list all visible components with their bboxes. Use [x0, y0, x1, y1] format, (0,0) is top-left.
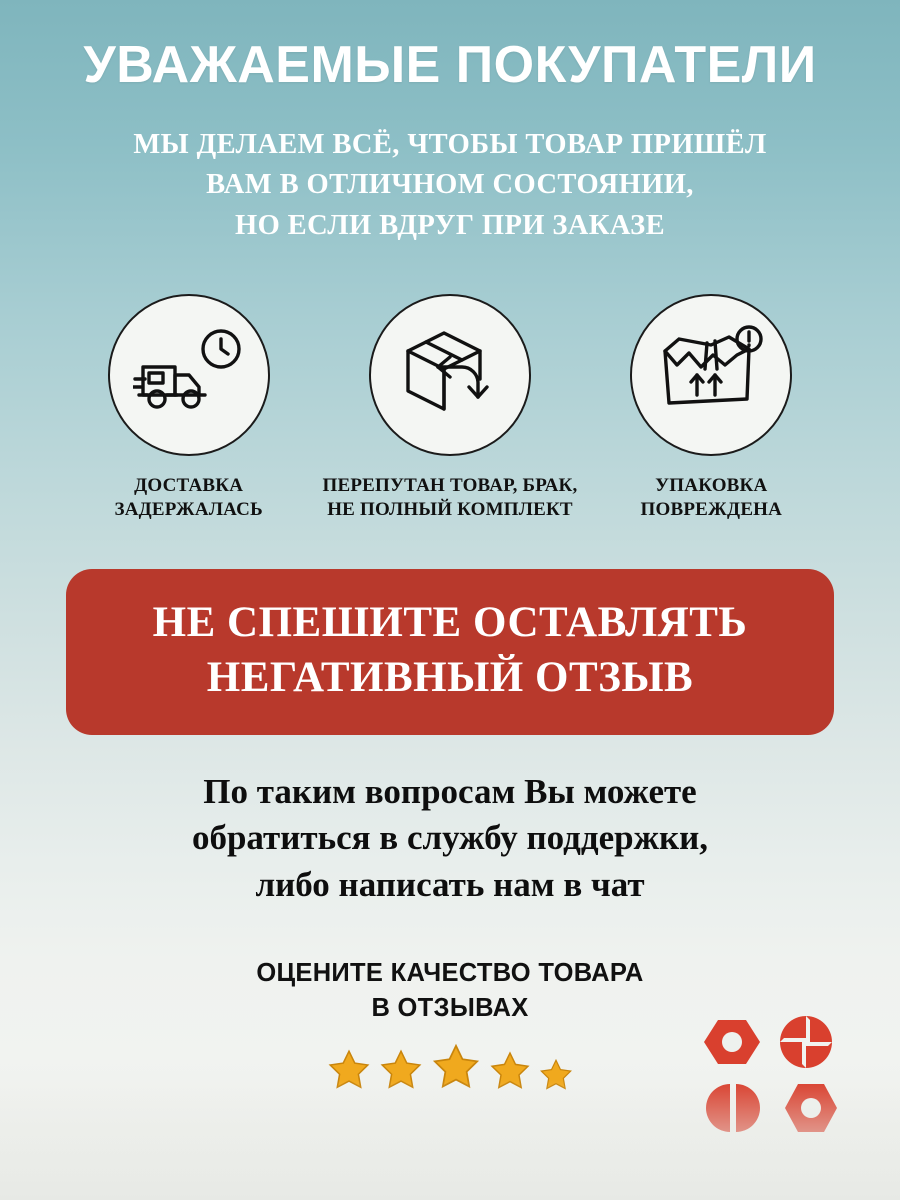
subtitle-block	[133, 125, 766, 246]
subtitle-line-1: МЫ ДЕЛАЕМ ВСЁ, ЧТОБЫ ТОВАР ПРИШЁЛ	[133, 128, 767, 160]
issues-row	[40, 294, 860, 523]
banner-line-1: НЕ СПЕШИТЕ ОСТАВЛЯТЬ	[152, 598, 748, 646]
issue-caption-line-2: ПОВРЕЖДЕНА	[640, 499, 783, 521]
issue-caption	[114, 474, 262, 523]
star-rating	[326, 1041, 574, 1098]
issue-item-damaged-package	[581, 294, 842, 523]
negative-review-banner	[66, 569, 834, 735]
issue-caption-line-1: ДОСТАВКА	[134, 475, 244, 496]
issue-caption-line-1: ПЕРЕПУТАН ТОВАР, БРАК,	[322, 475, 578, 496]
star-icon	[326, 1047, 372, 1098]
star-icon	[538, 1057, 574, 1098]
support-line-3: либо написать нам в чат	[255, 864, 645, 904]
issue-item-delivery-delayed	[58, 294, 319, 523]
damaged-package-icon	[655, 325, 767, 426]
issue-caption-line-2: НЕ ПОЛНЫЙ КОМПЛЕКТ	[327, 499, 573, 521]
star-icon	[378, 1047, 424, 1098]
star-icon	[488, 1049, 532, 1098]
support-message	[70, 769, 830, 909]
support-line-1: По таким вопросам Вы можете	[203, 771, 697, 811]
bolt-circle-logo	[702, 1016, 842, 1146]
support-line-2: обратиться в службу поддержки,	[191, 818, 709, 858]
rating-line-1: ОЦЕНИТЕ КАЧЕСТВО ТОВАРА	[256, 959, 644, 988]
rating-line-2: В ОТЗЫВАХ	[371, 993, 529, 1022]
rating-call-to-action	[140, 956, 760, 1025]
banner-line-2: НЕГАТИВНЫЙ ОТЗЫВ	[206, 653, 694, 701]
issue-caption-line-2: ЗАДЕРЖАЛАСЬ	[114, 499, 263, 521]
issue-item-wrong-or-defective	[319, 294, 580, 523]
icon-circle	[108, 294, 270, 456]
issue-caption	[323, 474, 578, 523]
banner-text	[153, 595, 748, 705]
subtitle-line-2: ВАМ В ОТЛИЧНОМ СОСТОЯНИИ,	[206, 169, 694, 201]
subtitle-line-3: НО ЕСЛИ ВДРУГ ПРИ ЗАКАЗЕ	[235, 209, 665, 241]
icon-circle	[630, 294, 792, 456]
issue-caption-line-1: УПАКОВКА	[655, 475, 768, 496]
icon-circle	[369, 294, 531, 456]
issue-caption	[641, 474, 783, 523]
box-return-arrow-icon	[394, 323, 506, 428]
star-icon	[430, 1041, 482, 1098]
delivery-truck-clock-icon	[133, 327, 245, 424]
page-title: УВАЖАЕМЫЕ ПОКУПАТЕЛИ	[83, 36, 817, 94]
